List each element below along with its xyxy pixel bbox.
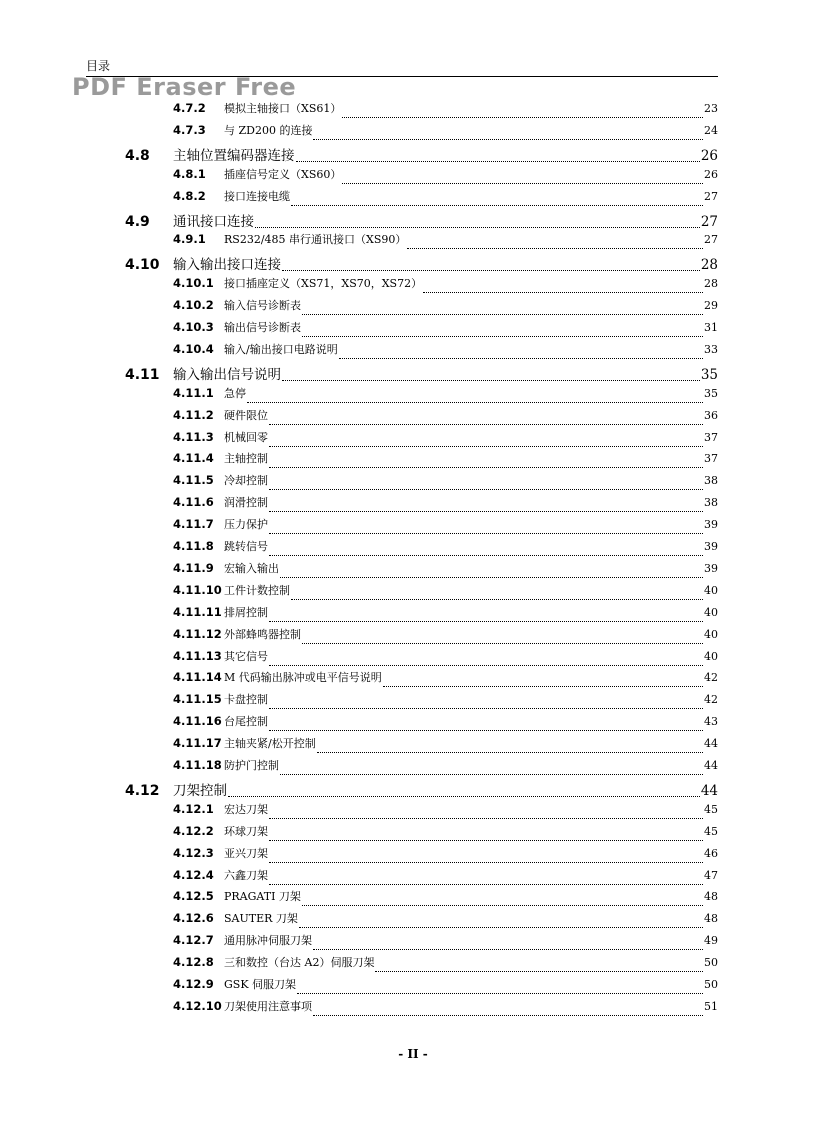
toc-leader-dots	[255, 227, 700, 228]
toc-entry[interactable]	[173, 472, 718, 494]
toc-entry-title: 冷却控制	[224, 474, 268, 488]
toc-entry-title: 插座信号定义（XS60）	[224, 167, 342, 181]
toc-entry-title: 润滑控制	[224, 496, 268, 510]
toc-entry[interactable]	[173, 100, 718, 122]
toc-entry-number: 4.7.2	[173, 101, 206, 115]
toc-leader-dots	[269, 621, 703, 622]
toc-entry[interactable]	[125, 144, 718, 166]
toc-entry-page: 42	[704, 671, 718, 685]
toc-leader-dots	[269, 446, 703, 447]
toc-entry-title: 宏输入输出	[224, 561, 279, 575]
toc-entry-page: 46	[704, 846, 718, 860]
toc-entry-page: 48	[704, 890, 718, 904]
toc-leader-dots	[423, 292, 703, 293]
toc-entry-title: 卡盘控制	[224, 693, 268, 707]
toc-entry-page: 40	[704, 649, 718, 663]
toc-leader-dots	[313, 139, 703, 140]
toc-entry[interactable]	[173, 516, 718, 538]
toc-entry-number: 4.12.10	[173, 998, 222, 1013]
toc-entry-number: 4.11.12	[173, 626, 222, 641]
toc-entry[interactable]	[125, 363, 718, 385]
toc-entry-page: 39	[704, 561, 718, 575]
toc-entry-title: M 代码输出脉冲或电平信号说明	[224, 671, 382, 685]
toc-entry[interactable]	[173, 407, 718, 429]
toc-entry-page: 23	[704, 102, 718, 115]
toc-entry-page: 27	[704, 233, 718, 247]
toc-leader-dots	[247, 402, 703, 403]
toc-leader-dots	[302, 336, 703, 337]
toc-entry-number: 4.11	[125, 366, 160, 383]
toc-entry-title: 主轴夹紧/松开控制	[224, 737, 316, 751]
toc-entry-title: 压力保护	[224, 518, 268, 532]
toc-entry-number: 4.12.1	[173, 801, 214, 816]
toc-entry[interactable]	[173, 932, 718, 954]
toc-entry-number: 4.7.3	[173, 122, 206, 137]
toc-entry-page: 44	[704, 737, 718, 751]
toc-entry-page: 43	[704, 715, 718, 729]
toc-entry-page: 40	[704, 627, 718, 641]
toc-entry-number: 4.10.3	[173, 320, 214, 334]
toc-entry-number: 4.11.10	[173, 582, 222, 597]
toc-entry-number: 4.12.3	[173, 845, 214, 860]
toc-leader-dots	[269, 708, 703, 709]
toc-entry[interactable]	[173, 976, 718, 998]
toc-entry-number: 4.10.2	[173, 298, 214, 313]
toc-leader-dots	[383, 686, 703, 687]
toc-entry[interactable]	[173, 867, 718, 889]
toc-entry[interactable]	[173, 582, 718, 604]
toc-entry-number: 4.9	[125, 213, 150, 230]
toc-entry-number: 4.11.4	[173, 451, 214, 466]
toc-entry-title: 机械回零	[224, 430, 268, 444]
toc-entry-page: 51	[704, 999, 718, 1013]
toc-entry-page: 26	[704, 167, 718, 181]
toc-entry-number: 4.11.5	[173, 473, 214, 488]
toc-entry[interactable]	[125, 210, 718, 232]
toc-entry-page: 37	[704, 430, 718, 444]
toc-entry[interactable]	[173, 122, 718, 144]
toc-entry-title: 输入信号诊断表	[224, 299, 301, 313]
toc-entry[interactable]	[173, 188, 718, 210]
toc-entry-title: 接口连接电缆	[224, 189, 290, 203]
toc-entry-number: 4.11.8	[173, 539, 214, 553]
toc-entry-page: 45	[704, 802, 718, 816]
toc-entry-title: 台尾控制	[224, 715, 268, 729]
toc-leader-dots	[299, 927, 703, 928]
toc-entry-number: 4.12.6	[173, 911, 214, 926]
toc-entry-title: 主轴控制	[224, 452, 268, 466]
toc-entry-page: 45	[704, 824, 718, 838]
toc-entry[interactable]	[173, 845, 718, 867]
toc-leader-dots	[269, 467, 703, 468]
toc-leader-dots	[282, 380, 700, 381]
toc-entry-page: 47	[704, 868, 718, 882]
toc-entry-page: 27	[704, 189, 718, 203]
toc-entry[interactable]	[173, 297, 718, 319]
toc-entry-page: 50	[704, 956, 718, 970]
toc-leader-dots	[313, 1015, 703, 1016]
toc-entry[interactable]	[173, 385, 718, 407]
toc-entry-number: 4.8.1	[173, 166, 206, 181]
toc-entry-number: 4.11.11	[173, 604, 222, 619]
toc-entry-page: 42	[704, 693, 718, 707]
toc-entry-number: 4.9.1	[173, 232, 206, 247]
toc-leader-dots	[291, 205, 703, 206]
toc-entry[interactable]	[173, 494, 718, 516]
toc-entry-page: 49	[704, 934, 718, 948]
toc-leader-dots	[269, 730, 703, 731]
toc-entry-number: 4.12.2	[173, 823, 214, 838]
toc-leader-dots	[269, 818, 703, 819]
toc-entry[interactable]	[173, 560, 718, 582]
toc-entry-title: 与 ZD200 的连接	[224, 123, 313, 137]
toc-entry-page: 38	[704, 496, 718, 510]
toc-entry-page: 40	[704, 583, 718, 597]
toc-entry-title: 输入输出信号说明	[173, 366, 281, 383]
toc-leader-dots	[269, 555, 703, 556]
toc-entry[interactable]	[173, 341, 718, 363]
toc-entry-title: 跳转信号	[224, 540, 268, 553]
toc-entry-title: 主轴位置编码器连接	[173, 147, 295, 164]
toc-entry-page: 35	[700, 366, 718, 383]
toc-entry-number: 4.10	[125, 257, 160, 274]
toc-entry-page: 36	[704, 408, 718, 422]
toc-entry-page: 29	[704, 299, 718, 313]
toc-entry-page: 44	[704, 759, 718, 772]
toc-entry-title: 其它信号	[224, 649, 268, 663]
toc-entry-number: 4.11.2	[173, 407, 214, 422]
toc-leader-dots	[407, 248, 703, 249]
toc-entry-number: 4.11.7	[173, 517, 214, 532]
toc-entry[interactable]	[173, 450, 718, 472]
toc-leader-dots	[269, 840, 703, 841]
toc-entry-number: 4.11.13	[173, 648, 222, 663]
toc-leader-dots	[280, 577, 703, 578]
toc-entry-page: 26	[700, 147, 718, 164]
toc-entry-title: 防护门控制	[224, 759, 279, 772]
toc-entry-page: 31	[704, 321, 718, 334]
toc-entry-number: 4.11.14	[173, 670, 222, 685]
toc-entry-title: 排屑控制	[224, 605, 268, 619]
toc-entry[interactable]	[173, 538, 718, 560]
toc-entry-number: 4.8.2	[173, 188, 206, 203]
toc-entry-number: 4.11.6	[173, 495, 214, 510]
toc-leader-dots	[291, 599, 703, 600]
toc-leader-dots	[302, 905, 703, 906]
toc-entry[interactable]	[173, 823, 718, 845]
toc-entry[interactable]	[173, 429, 718, 451]
toc-entry-number: 4.12.8	[173, 955, 214, 970]
toc-entry-title: 外部蜂鸣器控制	[224, 627, 301, 641]
toc-entry-title: RS232/485 串行通讯接口（XS90）	[224, 233, 407, 247]
toc-entry-number: 4.11.16	[173, 714, 222, 729]
toc-entry-title: PRAGATI 刀架	[224, 890, 301, 904]
toc-entry-title: SAUTER 刀架	[224, 912, 298, 926]
toc-entry-title: GSK 伺服刀架	[224, 978, 297, 991]
toc-entry-title: 输入/输出接口电路说明	[224, 342, 338, 356]
toc-entry-page: 24	[704, 123, 718, 137]
toc-entry-title: 输出信号诊断表	[224, 321, 301, 334]
toc-entry-page: 39	[704, 540, 718, 553]
toc-entry[interactable]	[125, 779, 718, 801]
toc-entry-title: 通用脉冲伺服刀架	[224, 934, 312, 948]
toc-leader-dots	[269, 489, 703, 490]
toc-entry[interactable]	[173, 691, 718, 713]
toc-entry-title: 六鑫刀架	[224, 868, 268, 882]
toc-entry-number: 4.12.4	[173, 867, 214, 882]
toc-leader-dots	[317, 752, 703, 753]
watermark: PDF Eraser Free	[72, 73, 297, 101]
toc-entry-number: 4.11.1	[173, 385, 214, 400]
toc-leader-dots	[342, 117, 703, 118]
toc-entry-title: 亚兴刀架	[224, 846, 268, 860]
toc-entry[interactable]	[173, 319, 718, 341]
toc-entry[interactable]	[173, 757, 718, 779]
toc-leader-dots	[302, 314, 703, 315]
toc-leader-dots	[280, 774, 703, 775]
toc-entry-title: 输入输出接口连接	[173, 257, 281, 274]
toc-entry[interactable]	[173, 735, 718, 757]
toc-entry[interactable]	[173, 713, 718, 735]
toc-leader-dots	[375, 971, 703, 972]
toc-leader-dots	[296, 161, 700, 162]
toc-entry-number: 4.12.9	[173, 977, 214, 991]
toc-entry-page: 27	[700, 213, 718, 230]
toc-leader-dots	[297, 993, 703, 994]
toc-entry-number: 4.11.18	[173, 758, 222, 772]
toc-entry-title: 工件计数控制	[224, 583, 290, 597]
toc-entry-number: 4.10.1	[173, 276, 214, 291]
toc-entry[interactable]	[125, 253, 718, 275]
toc-entry-title: 三和数控（台达 A2）伺服刀架	[224, 956, 375, 970]
toc-entry[interactable]	[173, 604, 718, 626]
toc-entry-page: 50	[704, 978, 718, 991]
page-number: - II -	[398, 1047, 428, 1061]
toc-entry-title: 环球刀架	[224, 824, 268, 838]
toc-entry-title: 宏达刀架	[224, 802, 268, 816]
toc-entry-title: 刀架使用注意事项	[224, 999, 312, 1013]
toc-entry-number: 4.12	[125, 782, 160, 799]
toc-entry[interactable]	[173, 231, 718, 253]
toc-entry[interactable]	[173, 910, 718, 932]
toc-entry-title: 模拟主轴接口（XS61）	[224, 102, 342, 115]
toc-entry-page: 28	[700, 257, 718, 274]
toc-entry[interactable]	[173, 275, 718, 297]
toc-entry-page: 40	[704, 605, 718, 619]
toc-leader-dots	[339, 358, 703, 359]
toc-leader-dots	[269, 665, 703, 666]
toc-entry-title: 通讯接口连接	[173, 213, 254, 230]
toc-leader-dots	[269, 511, 703, 512]
toc-entry[interactable]	[173, 888, 718, 910]
toc-entry-number: 4.11.9	[173, 560, 214, 575]
toc-leader-dots	[228, 796, 700, 797]
toc-entry[interactable]	[173, 801, 718, 823]
toc-entry-title: 硬件限位	[224, 408, 268, 422]
toc-entry-title: 急停	[224, 386, 246, 400]
toc-entry[interactable]	[173, 166, 718, 188]
toc-leader-dots	[342, 183, 703, 184]
toc-entry-number: 4.11.15	[173, 692, 222, 707]
toc-entry[interactable]	[173, 954, 718, 976]
toc-entry-title: 接口插座定义（XS71，XS70，XS72）	[224, 277, 423, 291]
toc-entry-page: 38	[704, 474, 718, 488]
toc-entry-page: 48	[704, 912, 718, 926]
toc-entry[interactable]	[173, 626, 718, 648]
toc-entry-page: 28	[704, 277, 718, 291]
toc-entry-page: 33	[704, 342, 718, 356]
toc-entry-title: 刀架控制	[173, 782, 227, 799]
toc-leader-dots	[269, 884, 703, 885]
toc-entry-page: 37	[704, 452, 718, 466]
toc-entry[interactable]	[173, 669, 718, 691]
toc-leader-dots	[269, 424, 703, 425]
toc-entry-number: 4.10.4	[173, 341, 214, 356]
toc-entry-page: 35	[704, 386, 718, 400]
toc-entry[interactable]	[173, 998, 718, 1020]
toc-leader-dots	[269, 862, 703, 863]
toc-entry-number: 4.11.3	[173, 429, 214, 444]
toc-entry-number: 4.12.7	[173, 933, 214, 948]
toc-leader-dots	[282, 270, 700, 271]
toc-entry-number: 4.12.5	[173, 889, 214, 904]
header-title: 目录	[86, 59, 111, 73]
toc-entry-page: 39	[704, 518, 718, 532]
toc-entry-number: 4.11.17	[173, 736, 222, 751]
toc-leader-dots	[302, 643, 703, 644]
toc-entry-page: 44	[700, 782, 718, 799]
toc-entry-number: 4.8	[125, 147, 150, 164]
toc-leader-dots	[269, 533, 703, 534]
toc-leader-dots	[313, 949, 703, 950]
toc-entry[interactable]	[173, 648, 718, 670]
